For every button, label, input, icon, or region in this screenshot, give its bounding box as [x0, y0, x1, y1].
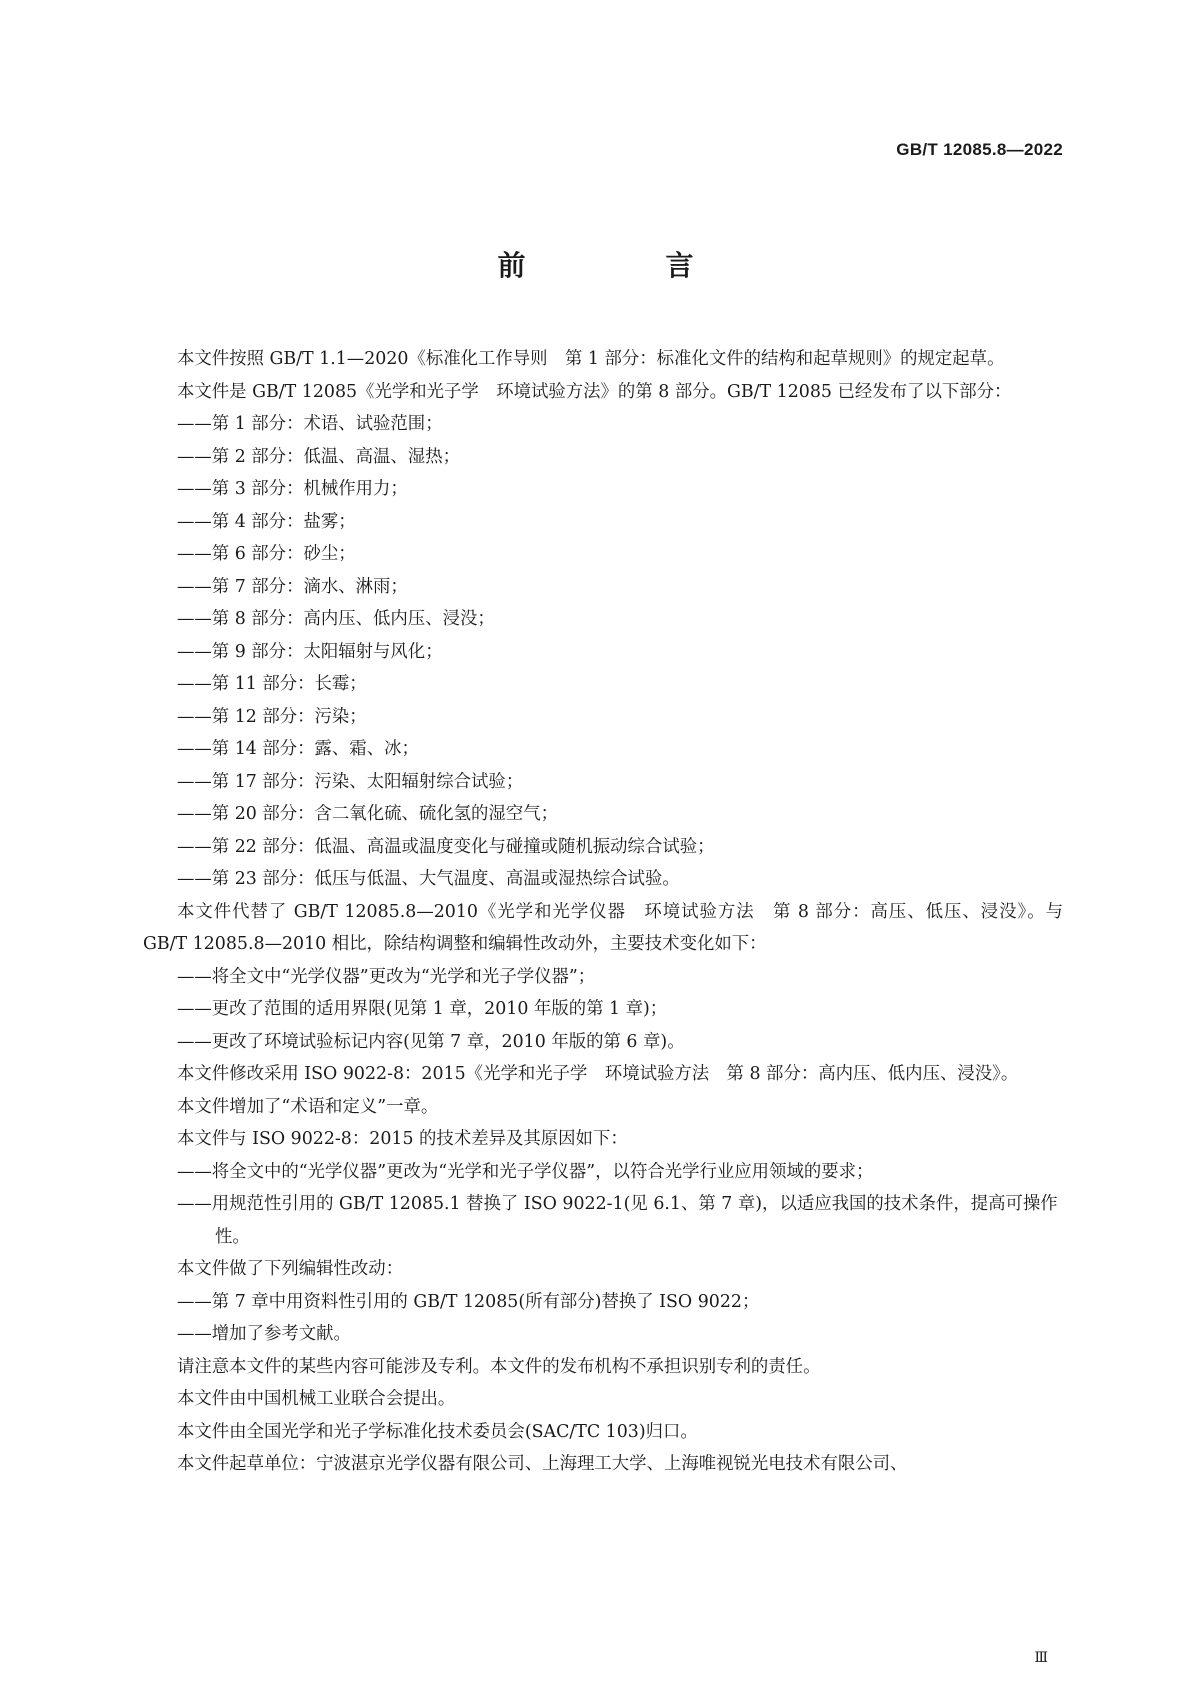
- paragraph-drafting-units: 本文件起草单位：宁波湛京光学仪器有限公司、上海理工大学、上海唯视锐光电技术有限公司、: [177, 1454, 908, 1474]
- list-item: ——第 22 部分：低温、高温或温度变化与碰撞或随机振动综合试验；: [177, 836, 715, 857]
- list-item: ——第 11 部分：长霉；: [177, 674, 367, 694]
- list-item: ——第 20 部分：含二氧化硫、硫化氢的湿空气；: [177, 804, 558, 824]
- list-item: ——第 6 部分：砂尘；: [177, 544, 356, 564]
- paragraph-series-info: 本文件是 GB/T 12085《光学和光子学 环境试验方法》的第 8 部分。GB/T 12085 已经发布了以下部分：: [177, 381, 1012, 402]
- list-item: ——第 7 部分：滴水、淋雨；: [177, 576, 408, 597]
- paragraph-drafting-rule: 本文件按照 GB/T 1.1—2020《标准化工作导则 第 1 部分：标准化文件的结构和起草规则》的规定起草。: [177, 349, 1005, 369]
- list-item: ——将全文中“光学仪器”更改为“光学和光子学仪器”；: [177, 966, 596, 987]
- page-title: 前 言: [497, 249, 750, 282]
- list-item: ——第 1 部分：术语、试验范围；: [177, 414, 443, 434]
- paragraph-committee: 本文件由全国光学和光子学标准化技术委员会(SAC/TC 103)归口。: [177, 1421, 698, 1442]
- paragraph-adoption: 本文件修改采用 ISO 9022-8：2015《光学和光子学 环境试验方法 第 8 部分：高内压、低内压、浸没》。: [177, 1064, 1019, 1084]
- paragraph-technical-differences: 本文件与 ISO 9022-8：2015 的技术差异及其原因如下：: [177, 1129, 628, 1149]
- foreword-body: [143, 343, 1063, 1481]
- list-item: ——第 9 部分：太阳辐射与风化；: [177, 641, 443, 662]
- list-item: ——第 2 部分：低温、高温、湿热；: [177, 446, 460, 467]
- list-item: ——第 14 部分：露、霜、冰；: [177, 739, 419, 759]
- list-item: ——第 23 部分：低压与低温、大气温度、高温或湿热综合试验。: [177, 869, 680, 889]
- paragraph-added-chapter: 本文件增加了“术语和定义”一章。: [177, 1096, 439, 1117]
- list-item: ——用规范性引用的 GB/T 12085.1 替换了 ISO 9022-1(见 6.1、第 7 章)，以适应我国的技术条件，提高可操作性。: [177, 1194, 1058, 1247]
- paragraph-proposer: 本文件由中国机械工业联合会提出。: [177, 1389, 456, 1409]
- list-item: ——更改了环境试验标记内容(见第 7 章，2010 年版的第 6 章)。: [177, 1031, 685, 1052]
- paragraph-patent-notice: 请注意本文件的某些内容可能涉及专利。本文件的发布机构不承担识别专利的责任。: [177, 1356, 821, 1377]
- list-item: ——第 7 章中用资料性引用的 GB/T 12085(所有部分)替换了 ISO 9022；: [177, 1291, 760, 1312]
- list-item: ——第 3 部分：机械作用力；: [177, 479, 408, 499]
- document-code: GB/T 12085.8—2022: [896, 140, 1063, 159]
- list-item: ——第 8 部分：高内压、低内压、浸没；: [177, 609, 495, 629]
- page-number: Ⅲ: [1034, 1650, 1048, 1666]
- list-item: ——第 4 部分：盐雾；: [177, 511, 356, 532]
- list-item: ——第 17 部分：污染、太阳辐射综合试验；: [177, 771, 524, 792]
- list-item: ——第 12 部分：污染；: [177, 706, 367, 727]
- paragraph-editorial-changes: 本文件做了下列编辑性改动：: [177, 1259, 404, 1279]
- list-item: ——增加了参考文献。: [177, 1324, 351, 1344]
- list-item: ——将全文中的“光学仪器”更改为“光学和光子学仪器”，以符合光学行业应用领域的要求；: [177, 1161, 874, 1182]
- paragraph-replacement: 本文件代替了 GB/T 12085.8—2010《光学和光学仪器 环境试验方法 第 8 部分：高压、低压、浸没》。与 GB/T 12085.8—2010 相比，除结构调整和编辑性改动外，主要技术变化如下：: [143, 901, 1063, 954]
- list-item: ——更改了范围的适用界限(见第 1 章，2010 年版的第 1 章)；: [177, 999, 668, 1019]
